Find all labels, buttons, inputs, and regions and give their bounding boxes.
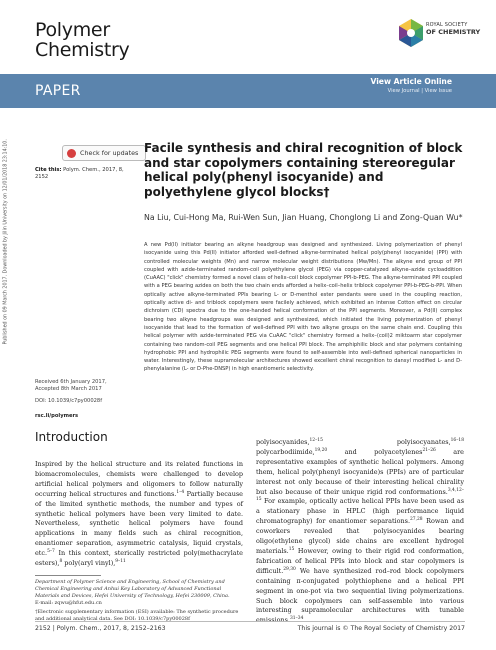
intro-text: polycarbodiimide,	[256, 447, 315, 456]
citation	[35, 167, 135, 181]
ref[interactable]: 15	[288, 546, 295, 552]
page-footer-divider	[35, 621, 465, 622]
doi[interactable]: DOI: 10.1039/c7py00028f	[35, 398, 103, 404]
intro-text: are representative examples of synthetic helical polymers. Among them, helical poly(phenyl isocyanide)s (PPIs) are of particular interest not only because of their interesting helical chirality but also because of their unique rigid rod conformations.	[256, 447, 464, 496]
footnote-divider	[35, 575, 101, 576]
intro-text: polyisocyanides,	[256, 438, 310, 446]
intro-text: and polyacetylenes	[327, 447, 423, 456]
section-label: PAPER	[35, 83, 81, 99]
ref[interactable]: 9–11	[115, 558, 126, 564]
page-footer-citation: 2152 | Polym. Chem., 2017, 8, 2152–2163	[35, 625, 166, 632]
journal-title	[35, 20, 130, 60]
ref[interactable]: 1–4	[176, 489, 185, 495]
received-date: Received 6th January 2017,	[35, 379, 107, 385]
ref[interactable]: 3,4,12–15	[256, 487, 464, 503]
footnote-affiliation: Department of Polymer Science and Engineering, School of Chemistry and Chemical Engineering and Anhui Key Laboratory of Advanced Functional Materials and Devices, Hefei University of Technology, Hefei 230009, China.	[35, 579, 230, 599]
ref[interactable]: 31–34	[290, 616, 304, 622]
intro-left-column	[35, 460, 243, 569]
intro-text: Inspired by the helical structure and its related functions in biomacromolecules, chemists were challenged to develop artificial helical polymers and oligomers to follow naturally occurring helical structures and functions.	[35, 460, 243, 498]
intro-text: poly(aryl vinyl),	[62, 559, 116, 568]
accepted-date: Accepted 8th March 2017	[35, 386, 102, 392]
footnote-esi: †Electronic supplementary information (ESI) available: The synthetic procedure and additional analytical data. See DOI: 10.1039/c7py00028f	[35, 609, 239, 622]
view-article-online-link[interactable]: View Article Online	[370, 77, 452, 86]
ref[interactable]: 5–7	[47, 549, 55, 555]
footnotes	[35, 579, 243, 623]
journal-title-line2: Chemistry	[35, 39, 130, 61]
ref[interactable]: 29,30	[283, 566, 296, 572]
view-journal-issue-link[interactable]: View Journal | View Issue	[387, 88, 452, 94]
intro-text: Rowan and coworkers revealed that polyisocyanides bearing oligo(ethylene glycol) side chains are excellent hydrogel materials.	[256, 517, 464, 555]
check-for-updates-button[interactable]	[62, 145, 146, 161]
ref[interactable]: 19,20	[314, 447, 328, 453]
cite-text: Polym. Chem., 2017, 8, 2152	[35, 167, 124, 180]
intro-text: Partially because of the limited synthetic methods, the number and types of synthetic helical polymers have been very limited to date. Nevertheless, synthetic helical polymers have found applications in many fields such as chiral recognition, enantiomer separation, asymmetric catalysis, liquid crystals, etc.	[35, 489, 243, 558]
ref[interactable]: 12–15	[309, 437, 323, 443]
abstract: A new Pd(II) initiator bearing an alkyne headgroup was designed and synthesized. Living polymerization of phenyl isocyanide using this Pd(II) initiator afforded well-defined alkyne-terminated helical poly(phenyl isocyanide) (PPI) with controlled molecular weights (Mn) and narrow molecular weight distributions (Mw/Mn). The alkyne end group of PPI coupled with azide-terminated random-coil polyethylene glycol (PEG) via copper-catalyzed alkyne–azide cycloaddition (CuAAC) "click" chemistry formed a novel class of helix–coil block copolymer PPI-b-PEG. The alkyne-terminated PPI coupled with a PEG bearing azides on both the two chain ends afforded a helix–coil–helix triblock copolymer PPI-b-PEG-b-PPI. When optically active alkyne-terminated PPIs bearing L- or D-menthol ester pendants were used in the coupling reaction, optically active di- and triblock copolymers were facilely achieved, which exhibited an intense Cotton effect on circular dichroism (CD) spectra due to the one-handed helical conformation of the PPI segments. Moreover, a Pd(II) complex bearing two alkyne headgroups was designed and synthesized, which initiated the living polymerization of phenyl isocyanide that lead to the formation of well-defined PPI with two alkyne groups on the same chain end. Coupling this helical polymer with azide-terminated PEG via CuAAC "click" chemistry formed a helix–(coil)2 miktoarm star copolymer containing two random-coil PEG segments and one helical PPI block. The amphiphilic block and star polymers containing hydrophobic PPI and hydrophilic PEG segments were found to self-assemble into well-defined spherical nanoparticles in water. Interestingly, these supramolecular architectures showed excellent chiral recognition to dansyl modified L- and D-phenylalanine (L- or D-Phe-DNSP) in high enantiomeric selectivity.	[144, 242, 462, 373]
footnote-email[interactable]: E-mail: zqwu@hfut.edu.cn	[35, 600, 102, 606]
received-info	[35, 379, 135, 405]
rsc-hexagon-icon	[398, 18, 424, 48]
journal-title-line1: Polymer	[35, 19, 110, 41]
ref[interactable]: 21–26	[422, 447, 436, 453]
side-publication-note	[2, 80, 10, 350]
side-publication-text: Published on 09 March 2017. Downloaded by Jilin University on 12/01/2018 23:14:10.	[3, 139, 9, 345]
introduction-heading: Introduction	[35, 430, 108, 444]
ref[interactable]: 27,28	[410, 517, 423, 523]
rsc-logo[interactable]	[398, 14, 484, 74]
ref[interactable]: 8	[59, 558, 63, 564]
article-title: Facile synthesis and chiral recognition of block and star copolymers containing stereoregular helical poly(phenyl isocyanide) and polyethylene glycol blocks†	[144, 141, 463, 199]
intro-right-column	[256, 438, 464, 626]
author-list: Na Liu, Cui-Hong Ma, Rui-Wen Sun, Jian Huang, Chonglong Li and Zong-Quan Wu*	[144, 213, 463, 222]
intro-text: In this context, sterically restricted poly(methacrylate esters),	[35, 549, 243, 568]
rsc-line2: OF CHEMISTRY	[426, 28, 481, 36]
intro-text: We have synthesized rod–rod block copolymers containing π-conjugated polythiophene and a helical PPI segment in one-pot via two sequential living polymerizations. Such block copolymers can self-assemble into various interesting supramolecular architectures with tunable emissions.	[256, 566, 464, 625]
section-band	[0, 74, 496, 108]
ref[interactable]: 16–18	[450, 437, 464, 443]
rsc-journal-link[interactable]: rsc.li/polymers	[35, 413, 79, 419]
page-footer-copyright: This journal is © The Royal Society of Chemistry 2017	[297, 625, 465, 632]
intro-text: For example, optically active helical PPIs have been used as a stationary phase in HPLC (high performance liquid chromatography) for enantiomer separations.	[256, 497, 464, 526]
cite-label: Cite this:	[35, 167, 62, 173]
rsc-line1: ROYAL SOCIETY	[426, 22, 468, 28]
update-icon	[67, 149, 76, 158]
check-for-updates-label: Check for updates	[80, 149, 139, 157]
intro-text: polyisocyanates,	[322, 438, 451, 446]
intro-text: However, owing to their rigid rod conformation, fabrication of helical PPIs into block and star copolymers is difficult.	[256, 546, 464, 575]
